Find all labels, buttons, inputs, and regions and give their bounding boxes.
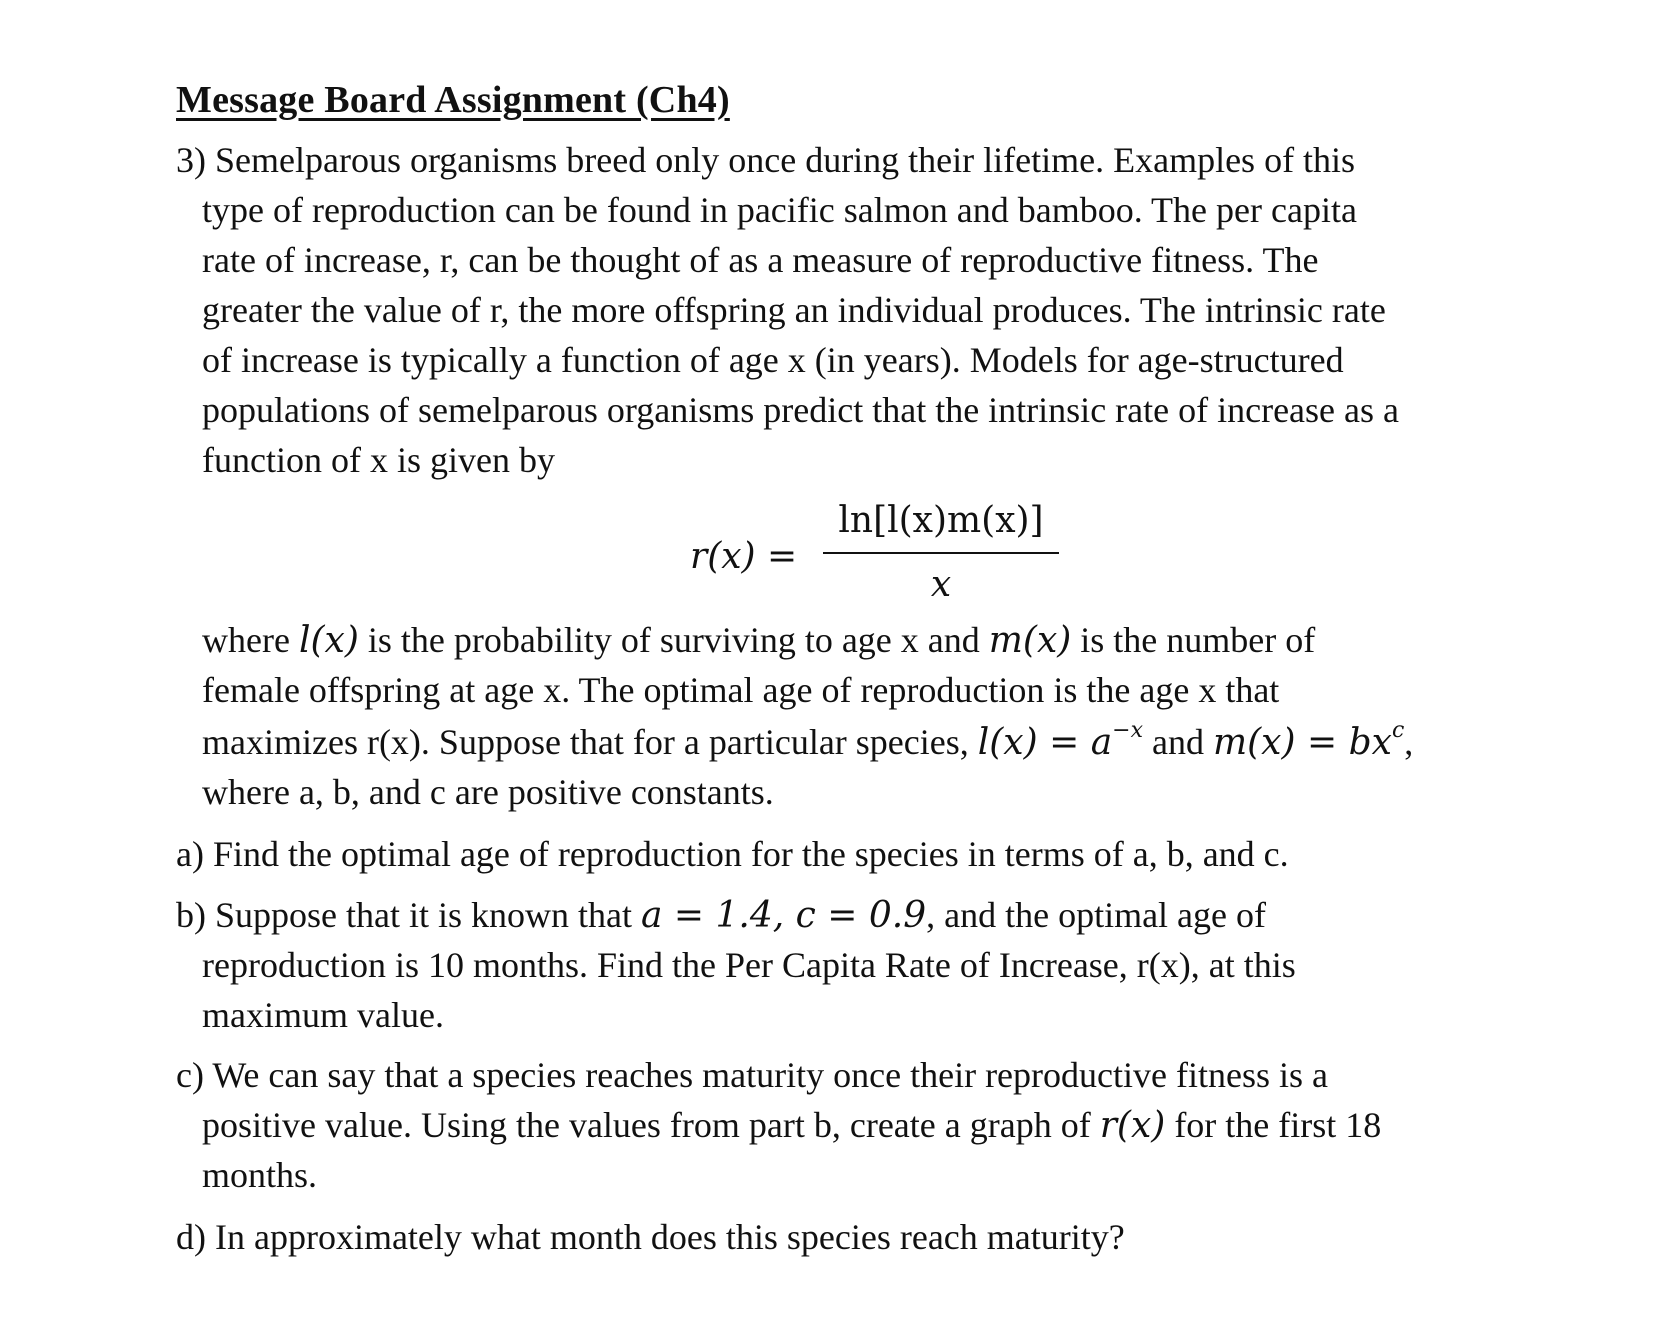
survival-definition: l(x) = a [977,722,1113,763]
part-c-text-a: positive value. Using the values from part b, create a graph of [202,1105,1100,1145]
intro-line-5: of increase is typically a function of age x (in years). Models for age-structured [202,340,1344,380]
survival-exponent: −x [1112,718,1144,743]
formula-numerator: ln[l(x)m(x)] [838,500,1044,541]
part-c-line-1: c) We can say that a species reaches maturity once their reproductive fitness is a [176,1055,1328,1095]
part-a: a) Find the optimal age of reproduction for the species in terms of a, b, and c. [176,834,1289,874]
where-text-b: is the probability of surviving to age x and [358,620,989,660]
offspring-function: m(x) [988,620,1072,661]
part-b-line-2: reproduction is 10 months. Find the Per Capita Rate of Increase, r(x), at this [202,945,1296,985]
where-line-4: where a, b, and c are positive constants. [202,772,774,812]
where-text-comma: , [1404,722,1414,762]
part-b-line-1 [176,895,1266,936]
part-b-text-b: , and the optimal age of [926,895,1266,935]
where-text-a: where [202,620,299,660]
where-text-and: and [1143,722,1213,762]
intro-line-1: 3) Semelparous organisms breed only once during their lifetime. Examples of this [176,140,1356,180]
where-text-d: maximizes r(x). Suppose that for a particular species, [202,722,978,762]
intro-line-3: rate of increase, r, can be thought of as a measure of reproductive fitness. The [202,240,1319,280]
offspring-exponent: c [1391,718,1405,743]
where-line-2: female offspring at age x. The optimal age of reproduction is the age x that [202,670,1280,710]
part-c-line-3: months. [202,1155,318,1195]
formula-lhs: r(x) = [690,536,798,577]
part-b-text-a: b) Suppose that it is known that [176,895,641,935]
intro-line-6: populations of semelparous organisms predict that the intrinsic rate of increase as a [202,390,1399,430]
part-d: d) In approximately what month does this species reach maturity? [176,1217,1125,1257]
intro-line-2: type of reproduction can be found in pacific salmon and bamboo. The per capita [202,190,1357,230]
intro-line-7: function of x is given by [202,440,555,480]
rate-function: r(x) [1099,1105,1166,1146]
offspring-definition: m(x) = bx [1213,722,1392,763]
formula-denominator: x [930,564,952,605]
rate-formula [690,500,1070,610]
part-c-text-b: for the first 18 [1165,1105,1382,1145]
where-line-3 [202,718,1414,763]
where-text-c: is the number of [1071,620,1316,660]
page-title: Message Board Assignment (Ch4) [176,79,730,121]
intro-line-4: greater the value of r, the more offspring an individual produces. The intrinsic rate [202,290,1386,330]
part-c-line-2 [202,1105,1381,1146]
fraction-bar [823,552,1059,554]
part-b-line-3: maximum value. [202,995,444,1035]
given-constants: a = 1.4, c = 0.9 [640,895,927,936]
where-line-1 [202,620,1315,661]
survival-function: l(x) [298,620,359,661]
